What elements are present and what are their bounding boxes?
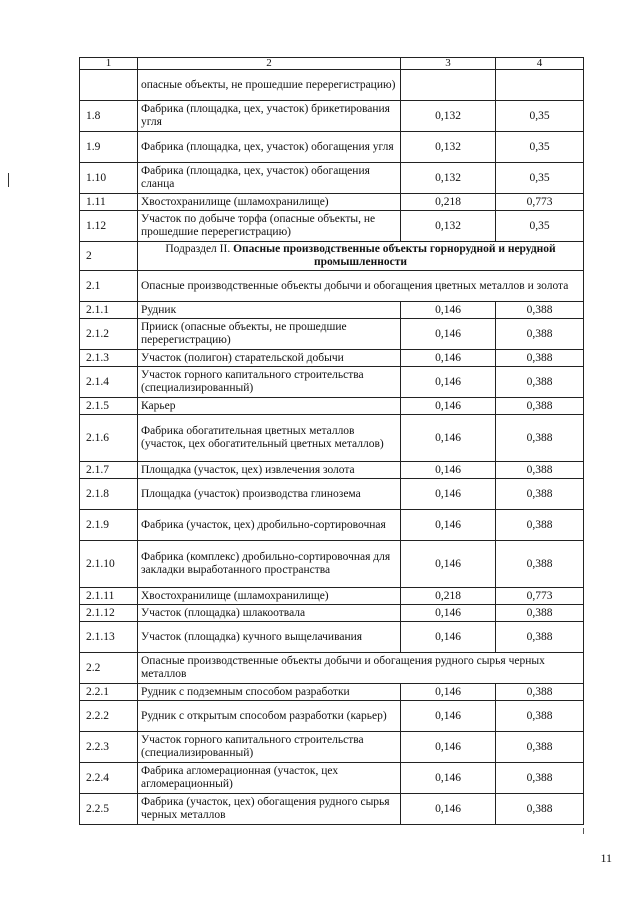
table-row bbox=[80, 541, 584, 588]
row-number: 2.1.9 bbox=[80, 510, 138, 541]
rates-table bbox=[79, 57, 584, 825]
row-number: 2.1.11 bbox=[80, 588, 138, 605]
value-col-4 bbox=[496, 70, 584, 101]
row-number: 1.9 bbox=[80, 132, 138, 163]
value-col-4: 0,388 bbox=[496, 510, 584, 541]
object-name: Хвостохранилище (шламохранилище) bbox=[138, 194, 401, 211]
value-col-3: 0,146 bbox=[401, 732, 496, 763]
object-name: Рудник с открытым способом разработки (карьер) bbox=[138, 701, 401, 732]
object-name: Фабрика агломерационная (участок, цех агломерационный) bbox=[138, 763, 401, 794]
table-row bbox=[80, 242, 584, 271]
value-col-4: 0,35 bbox=[496, 163, 584, 194]
table-row bbox=[80, 163, 584, 194]
object-name: Участок по добыче торфа (опасные объекты, не прошедшие перерегистрацию) bbox=[138, 211, 401, 242]
table-row bbox=[80, 350, 584, 367]
object-name: Фабрика (участок, цех) дробильно-сортировочная bbox=[138, 510, 401, 541]
value-col-4: 0,773 bbox=[496, 194, 584, 211]
table-edge-mark bbox=[583, 828, 584, 834]
row-number: 2.1.1 bbox=[80, 302, 138, 319]
value-col-3: 0,146 bbox=[401, 510, 496, 541]
value-col-4: 0,773 bbox=[496, 588, 584, 605]
table-row bbox=[80, 794, 584, 825]
row-number: 1.10 bbox=[80, 163, 138, 194]
row-number: 2.1.8 bbox=[80, 479, 138, 510]
object-name: Карьер bbox=[138, 398, 401, 415]
table-body bbox=[80, 58, 584, 825]
row-number: 2.1.12 bbox=[80, 605, 138, 622]
section-heading bbox=[138, 242, 584, 271]
section-title: Опасные производственные объекты горнорудной и нерудной промышленности bbox=[233, 243, 556, 268]
value-col-3: 0,218 bbox=[401, 194, 496, 211]
value-col-3: 0,146 bbox=[401, 350, 496, 367]
header-col-2: 2 bbox=[138, 58, 401, 70]
object-name: Участок (площадка) шлакоотвала bbox=[138, 605, 401, 622]
row-number: 2.2 bbox=[80, 653, 138, 684]
row-number: 2.1.7 bbox=[80, 462, 138, 479]
margin-mark bbox=[8, 173, 9, 187]
object-name: Фабрика (площадка, цех, участок) обогащения угля bbox=[138, 132, 401, 163]
value-col-3: 0,146 bbox=[401, 462, 496, 479]
value-col-3: 0,146 bbox=[401, 367, 496, 398]
row-number bbox=[80, 70, 138, 101]
object-name: Фабрика (площадка, цех, участок) обогащения сланца bbox=[138, 163, 401, 194]
value-col-3: 0,218 bbox=[401, 588, 496, 605]
row-number: 1.8 bbox=[80, 101, 138, 132]
value-col-4: 0,388 bbox=[496, 319, 584, 350]
table-row bbox=[80, 415, 584, 462]
object-name: Прииск (опасные объекты, не прошедшие перерегистрацию) bbox=[138, 319, 401, 350]
value-col-4: 0,35 bbox=[496, 101, 584, 132]
object-name: Фабрика (комплекс) дробильно-сортировочная для закладки выработанного пространства bbox=[138, 541, 401, 588]
row-number: 2.2.5 bbox=[80, 794, 138, 825]
table-header-row bbox=[80, 58, 584, 70]
header-col-3: 3 bbox=[401, 58, 496, 70]
value-col-3: 0,146 bbox=[401, 605, 496, 622]
value-col-3: 0,146 bbox=[401, 479, 496, 510]
subsection-heading: Опасные производственные объекты добычи и обогащения цветных металлов и золота bbox=[138, 271, 584, 302]
section-prefix: Подраздел II. bbox=[165, 243, 231, 255]
value-col-3: 0,146 bbox=[401, 622, 496, 653]
value-col-4: 0,388 bbox=[496, 350, 584, 367]
value-col-4: 0,388 bbox=[496, 605, 584, 622]
value-col-3: 0,146 bbox=[401, 319, 496, 350]
object-name: опасные объекты, не прошедшие перерегистрацию) bbox=[138, 70, 401, 101]
value-col-4: 0,388 bbox=[496, 732, 584, 763]
row-number: 2.1.2 bbox=[80, 319, 138, 350]
value-col-3: 0,132 bbox=[401, 132, 496, 163]
table-row bbox=[80, 211, 584, 242]
row-number: 2.2.4 bbox=[80, 763, 138, 794]
object-name: Участок (полигон) старательской добычи bbox=[138, 350, 401, 367]
row-number: 2.1 bbox=[80, 271, 138, 302]
value-col-4: 0,388 bbox=[496, 684, 584, 701]
row-number: 2.1.6 bbox=[80, 415, 138, 462]
row-number: 2.1.13 bbox=[80, 622, 138, 653]
table-row bbox=[80, 510, 584, 541]
value-col-3: 0,132 bbox=[401, 163, 496, 194]
row-number: 2.2.2 bbox=[80, 701, 138, 732]
value-col-3: 0,146 bbox=[401, 701, 496, 732]
object-name: Хвостохранилище (шламохранилище) bbox=[138, 588, 401, 605]
value-col-4: 0,388 bbox=[496, 622, 584, 653]
value-col-3: 0,146 bbox=[401, 794, 496, 825]
table-row bbox=[80, 605, 584, 622]
value-col-4: 0,388 bbox=[496, 415, 584, 462]
value-col-4: 0,388 bbox=[496, 701, 584, 732]
object-name: Площадка (участок) производства глинозема bbox=[138, 479, 401, 510]
row-number: 1.12 bbox=[80, 211, 138, 242]
table-row bbox=[80, 622, 584, 653]
table-row bbox=[80, 684, 584, 701]
row-number: 2.1.5 bbox=[80, 398, 138, 415]
object-name: Площадка (участок, цех) извлечения золота bbox=[138, 462, 401, 479]
object-name: Участок (площадка) кучного выщелачивания bbox=[138, 622, 401, 653]
table-row bbox=[80, 367, 584, 398]
value-col-4: 0,388 bbox=[496, 763, 584, 794]
value-col-3: 0,132 bbox=[401, 101, 496, 132]
table-row bbox=[80, 319, 584, 350]
value-col-4: 0,388 bbox=[496, 794, 584, 825]
value-col-4: 0,388 bbox=[496, 302, 584, 319]
table-row bbox=[80, 763, 584, 794]
object-name: Фабрика обогатительная цветных металлов (участок, цех обогатительный цветных металлов) bbox=[138, 415, 401, 462]
table-row bbox=[80, 479, 584, 510]
value-col-4: 0,388 bbox=[496, 479, 584, 510]
value-col-3 bbox=[401, 70, 496, 101]
row-number: 1.11 bbox=[80, 194, 138, 211]
table-row bbox=[80, 132, 584, 163]
row-number: 2.2.1 bbox=[80, 684, 138, 701]
object-name: Рудник bbox=[138, 302, 401, 319]
header-col-1: 1 bbox=[80, 58, 138, 70]
table-row bbox=[80, 302, 584, 319]
value-col-3: 0,132 bbox=[401, 211, 496, 242]
object-name: Фабрика (площадка, цех, участок) брикетирования угля bbox=[138, 101, 401, 132]
table-row bbox=[80, 653, 584, 684]
object-name: Участок горного капитального строительства (специализированный) bbox=[138, 732, 401, 763]
value-col-4: 0,388 bbox=[496, 398, 584, 415]
row-number: 2.1.10 bbox=[80, 541, 138, 588]
table-row bbox=[80, 732, 584, 763]
value-col-4: 0,388 bbox=[496, 462, 584, 479]
header-col-4: 4 bbox=[496, 58, 584, 70]
table-row bbox=[80, 194, 584, 211]
row-number: 2.2.3 bbox=[80, 732, 138, 763]
value-col-3: 0,146 bbox=[401, 398, 496, 415]
subsection-heading: Опасные производственные объекты добычи и обогащения рудного сырья черных металлов bbox=[138, 653, 584, 684]
object-name: Участок горного капитального строительства (специализированный) bbox=[138, 367, 401, 398]
table-row bbox=[80, 462, 584, 479]
value-col-3: 0,146 bbox=[401, 302, 496, 319]
value-col-4: 0,388 bbox=[496, 367, 584, 398]
table-row bbox=[80, 271, 584, 302]
table-row bbox=[80, 101, 584, 132]
table-row bbox=[80, 701, 584, 732]
table-row bbox=[80, 398, 584, 415]
row-number: 2.1.3 bbox=[80, 350, 138, 367]
value-col-3: 0,146 bbox=[401, 763, 496, 794]
value-col-4: 0,35 bbox=[496, 211, 584, 242]
page-number: 11 bbox=[600, 851, 612, 865]
row-number: 2 bbox=[80, 242, 138, 271]
value-col-3: 0,146 bbox=[401, 541, 496, 588]
table-row bbox=[80, 70, 584, 101]
object-name: Фабрика (участок, цех) обогащения рудного сырья черных металлов bbox=[138, 794, 401, 825]
value-col-3: 0,146 bbox=[401, 415, 496, 462]
value-col-4: 0,35 bbox=[496, 132, 584, 163]
table-row bbox=[80, 588, 584, 605]
value-col-4: 0,388 bbox=[496, 541, 584, 588]
value-col-3: 0,146 bbox=[401, 684, 496, 701]
row-number: 2.1.4 bbox=[80, 367, 138, 398]
object-name: Рудник с подземным способом разработки bbox=[138, 684, 401, 701]
